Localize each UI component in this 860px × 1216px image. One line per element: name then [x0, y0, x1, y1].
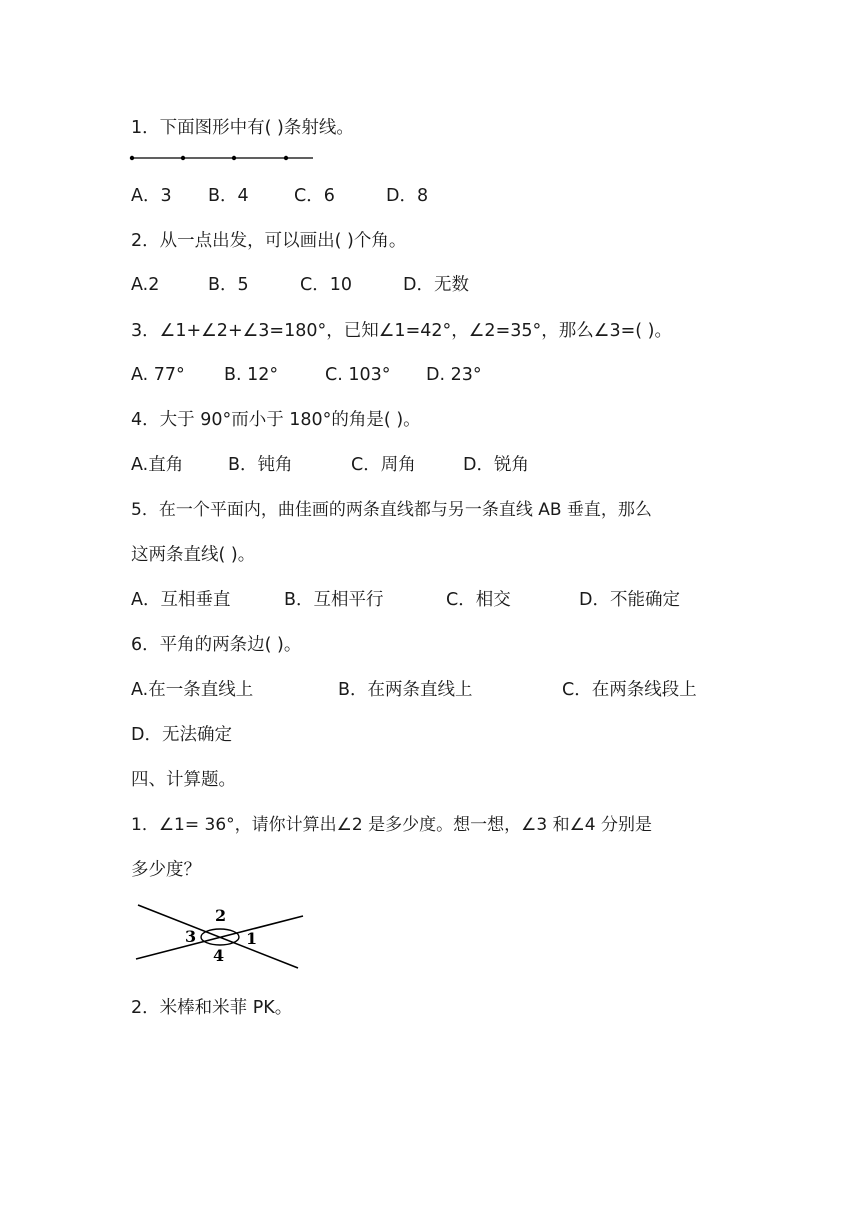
question-4-text: 4．大于 90°而小于 180°的角是( )。 [131, 410, 421, 430]
calc-1-text-line1: 1．∠1= 36°，请你计算出∠2 是多少度。想一想，∠3 和∠4 分别是 [131, 815, 653, 835]
q4-option-d: D．锐角 [463, 455, 529, 475]
q2-option-c: C．10 [300, 275, 352, 295]
question-5-text-line2: 这两条直线( )。 [131, 545, 256, 565]
angle-label-2: 2 [215, 906, 227, 925]
intersecting-lines-figure [134, 900, 306, 972]
q3-option-b: B. 12° [224, 365, 279, 385]
q5-option-c: C．相交 [446, 590, 511, 610]
q1-option-b: B．4 [208, 186, 249, 206]
question-3-text: 3．∠1+∠2+∠3=180°，已知∠1=42°，∠2=35°，那么∠3=( )。 [131, 321, 672, 341]
point-a [130, 156, 134, 160]
angle-label-1: 1 [246, 929, 258, 948]
q4-option-c: C．周角 [351, 455, 416, 475]
q5-option-d: D．不能确定 [579, 590, 680, 610]
q1-option-c: C．6 [294, 186, 335, 206]
q2-option-a: A.2 [131, 275, 160, 295]
question-2-text: 2．从一点出发，可以画出( )个角。 [131, 231, 407, 251]
point-d [284, 156, 288, 160]
q6-option-d: D．无法确定 [131, 725, 232, 745]
q6-option-c: C．在两条线段上 [562, 680, 697, 700]
q3-option-a: A. 77° [131, 365, 185, 385]
angle-label-3: 3 [185, 927, 197, 946]
q4-option-a: A.直角 [131, 455, 184, 475]
question-5-text-line1: 5．在一个平面内，曲佳画的两条直线都与另一条直线 AB 垂直，那么 [131, 500, 652, 520]
q4-option-b: B．钝角 [228, 455, 293, 475]
q3-option-c: C. 103° [325, 365, 391, 385]
q5-option-b: B．互相平行 [284, 590, 384, 610]
point-c [232, 156, 236, 160]
q6-option-b: B．在两条直线上 [338, 680, 473, 700]
ray-figure [129, 150, 319, 166]
q3-option-d: D. 23° [426, 365, 482, 385]
q5-option-a: A．互相垂直 [131, 590, 231, 610]
question-6-text: 6．平角的两条边( )。 [131, 635, 302, 655]
point-b [181, 156, 185, 160]
calc-2-text: 2．米棒和米菲 PK。 [131, 998, 293, 1018]
q2-option-b: B．5 [208, 275, 249, 295]
calc-1-text-line2: 多少度？ [131, 860, 201, 880]
q1-option-d: D．8 [386, 186, 429, 206]
q1-option-a: A．3 [131, 186, 172, 206]
q6-option-a: A.在一条直线上 [131, 680, 254, 700]
question-1-text: 1．下面图形中有( )条射线。 [131, 118, 354, 138]
q2-option-d: D．无数 [403, 275, 469, 295]
angle-label-4: 4 [213, 946, 225, 965]
section-title: 四、计算题。 [131, 770, 236, 790]
